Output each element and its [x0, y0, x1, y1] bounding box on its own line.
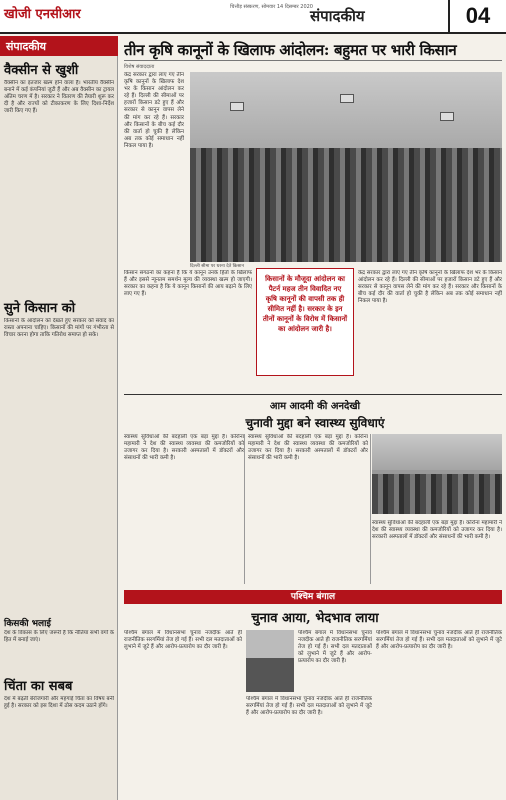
- left-body-2: किसानों के आंदोलन को देखते हुए सरकार को संवाद का रास्ता अपनाना चाहिए। किसानों की मांगों पर गंभीरता से विचार करना होगा ताकि गतिरोध समाप्त हो सके।: [4, 318, 114, 339]
- page-number: 04: [448, 0, 506, 32]
- editorial-band: संपादकीय: [0, 36, 118, 56]
- masthead: खोजी एनसीआर: [4, 7, 81, 22]
- issue-line: चित्तौड़ संस्करण, सोमवार 14 दिसम्बर 2020: [230, 4, 313, 10]
- photo-sky: [190, 72, 502, 158]
- left-heading-3: किसकी भलाई: [4, 619, 51, 629]
- photo-figure: [246, 658, 294, 692]
- byline: विशेष संवाददाता: [124, 64, 155, 70]
- column-rule: [244, 434, 245, 584]
- headline-rule: [124, 60, 502, 61]
- leader-photo: [246, 630, 294, 692]
- strip-headline: चुनावी मुद्दा बने स्वास्थ्य सुविधाएं: [245, 416, 385, 430]
- photo-figures: [372, 474, 502, 514]
- pull-quote: किसानों के मौजूदा आंदोलन का पैटर्न महज तीन विवादित नए कृषि कानूनों की वापसी तक ही सीमित नहीं है। सरकार के इन तीनों कानूनों के विरोध में किसानों का आंदोलन जारी है।: [256, 268, 354, 376]
- photo-flag: [230, 102, 244, 111]
- left-heading-4: चिंता का सबब: [4, 679, 73, 694]
- left-heading-2: सुने किसान को: [4, 301, 76, 316]
- bengal-headline: चुनाव आया, भेदभाव लाया: [251, 611, 379, 626]
- bengal-body-col-2: पश्चिम बंगाल में विधानसभा चुनाव नजदीक आते ही राजनीतिक सरगर्मियां तेज हो गई हैं। सभी दल मतदाताओं को लुभाने में जुटे हैं और आरोप-प्रत्यारोप का दौर जारी है।: [246, 696, 372, 717]
- left-body-4: देश में बढ़ती बेरोजगारी और महंगाई चिंता का विषय बनी हुई है। सरकार को इस दिशा में ठोस कदम उठाने होंगे।: [4, 696, 114, 710]
- photo-sky: [372, 434, 502, 470]
- strip-body-col-3: स्वास्थ्य सुविधाओं की बदहाली एक बड़ा मुद्दा है। कोरोना महामारी ने देश की स्वास्थ्य व्यवस्था की कमजोरियों को उजागर कर दिया है। सरकारी अस्पतालों में डॉक्टरों और संसाधनों की भारी कमी है।: [372, 520, 502, 541]
- section-rule: [124, 394, 502, 395]
- bengal-body-col-2a: पश्चिम बंगाल में विधानसभा चुनाव नजदीक आते ही राजनीतिक सरगर्मियां तेज हो गई हैं। सभी दल मतदाताओं को लुभाने में जुटे हैं और आरोप-प्रत्यारोप का दौर जारी है।: [298, 630, 372, 665]
- doctor-photo: [372, 434, 502, 514]
- strip-body-col-2: स्वास्थ्य सुविधाओं की बदहाली एक बड़ा मुद्दा है। कोरोना महामारी ने देश की स्वास्थ्य व्यवस्था की कमजोरियों को उजागर कर दिया है। सरकारी अस्पतालों में डॉक्टरों और संसाधनों की भारी कमी है।: [248, 434, 368, 462]
- photo-flag: [340, 94, 354, 103]
- section-title: संपादकीय: [310, 7, 365, 25]
- lead-headline: तीन कृषि कानूनों के खिलाफ आंदोलन: बहुमत पर भारी किसान: [124, 41, 457, 59]
- lead-body-col-2: किसान संगठनों का कहना है कि ये कानून उनके हितों के खिलाफ हैं और इससे न्यूनतम समर्थन मूल्य की व्यवस्था खत्म हो जाएगी। सरकार का कहना है कि ये कानून किसानों की आय बढ़ाने के लिए लाए गए हैं।: [124, 270, 252, 298]
- lead-body-col-3: केंद्र सरकार द्वारा लाए गए तीन कृषि कानूनों के खिलाफ देश भर के किसान आंदोलन कर रहे हैं। दिल्ली की सीमाओं पर हजारों किसान डटे हुए हैं और सरकार से कानून वापस लेने की मांग कर रहे हैं। सरकार और किसानों के बीच कई दौर की वार्ता हो चुकी है लेकिन अब तक कोई समाधान नहीं निकल पाया है।: [358, 270, 502, 305]
- left-body-3: देश के विकास के लिए जरूरी है कि नीतियां सभी वर्गों के हित में बनाई जाएं।: [4, 630, 114, 644]
- left-heading-1: वैक्सीन से खुशी: [4, 63, 79, 78]
- photo-flag: [440, 112, 454, 121]
- photo-crowd: [190, 148, 502, 262]
- protest-photo: [190, 72, 502, 262]
- strip-kicker: आम आदमी की अनदेखी: [269, 401, 361, 412]
- region-band: पश्चिम बंगाल: [124, 590, 502, 604]
- page-header: [0, 0, 506, 34]
- photo-sky: [246, 630, 294, 658]
- column-rule: [370, 434, 371, 584]
- lead-body-col-1: केंद्र सरकार द्वारा लाए गए तीन कृषि कानूनों के खिलाफ देश भर के किसान आंदोलन कर रहे हैं। दिल्ली की सीमाओं पर हजारों किसान डटे हुए हैं और सरकार से कानून वापस लेने की मांग कर रहे हैं। सरकार और किसानों के बीच कई दौर की वार्ता हो चुकी है लेकिन अब तक कोई समाधान नहीं निकल पाया है।: [124, 72, 184, 149]
- bengal-body-col-1: पश्चिम बंगाल में विधानसभा चुनाव नजदीक आते ही राजनीतिक सरगर्मियां तेज हो गई हैं। सभी दल मतदाताओं को लुभाने में जुटे हैं और आरोप-प्रत्यारोप का दौर जारी है।: [124, 630, 242, 651]
- left-body-1: वैक्सीन का इंतजार खत्म होने वाला है। भारतीय वैक्सीन बनाने में कई कंपनियां जुटी हैं और अब वैक्सीन का ट्रायल अंतिम चरण में है। सरकार ने वितरण की तैयारी शुरू कर दी है और राज्यों को टीकाकरण के लिए दिशा-निर्देश जारी किए गए हैं।: [4, 80, 114, 115]
- photo-caption: दिल्ली सीमा पर धरना देते किसान: [190, 264, 244, 269]
- strip-body-col-1: स्वास्थ्य सुविधाओं की बदहाली एक बड़ा मुद्दा है। कोरोना महामारी ने देश की स्वास्थ्य व्यवस्था की कमजोरियों को उजागर कर दिया है। सरकारी अस्पतालों में डॉक्टरों और संसाधनों की भारी कमी है।: [124, 434, 244, 462]
- bengal-body-col-3: पश्चिम बंगाल में विधानसभा चुनाव नजदीक आते ही राजनीतिक सरगर्मियां तेज हो गई हैं। सभी दल मतदाताओं को लुभाने में जुटे हैं और आरोप-प्रत्यारोप का दौर जारी है।: [376, 630, 502, 651]
- left-column: [0, 36, 118, 800]
